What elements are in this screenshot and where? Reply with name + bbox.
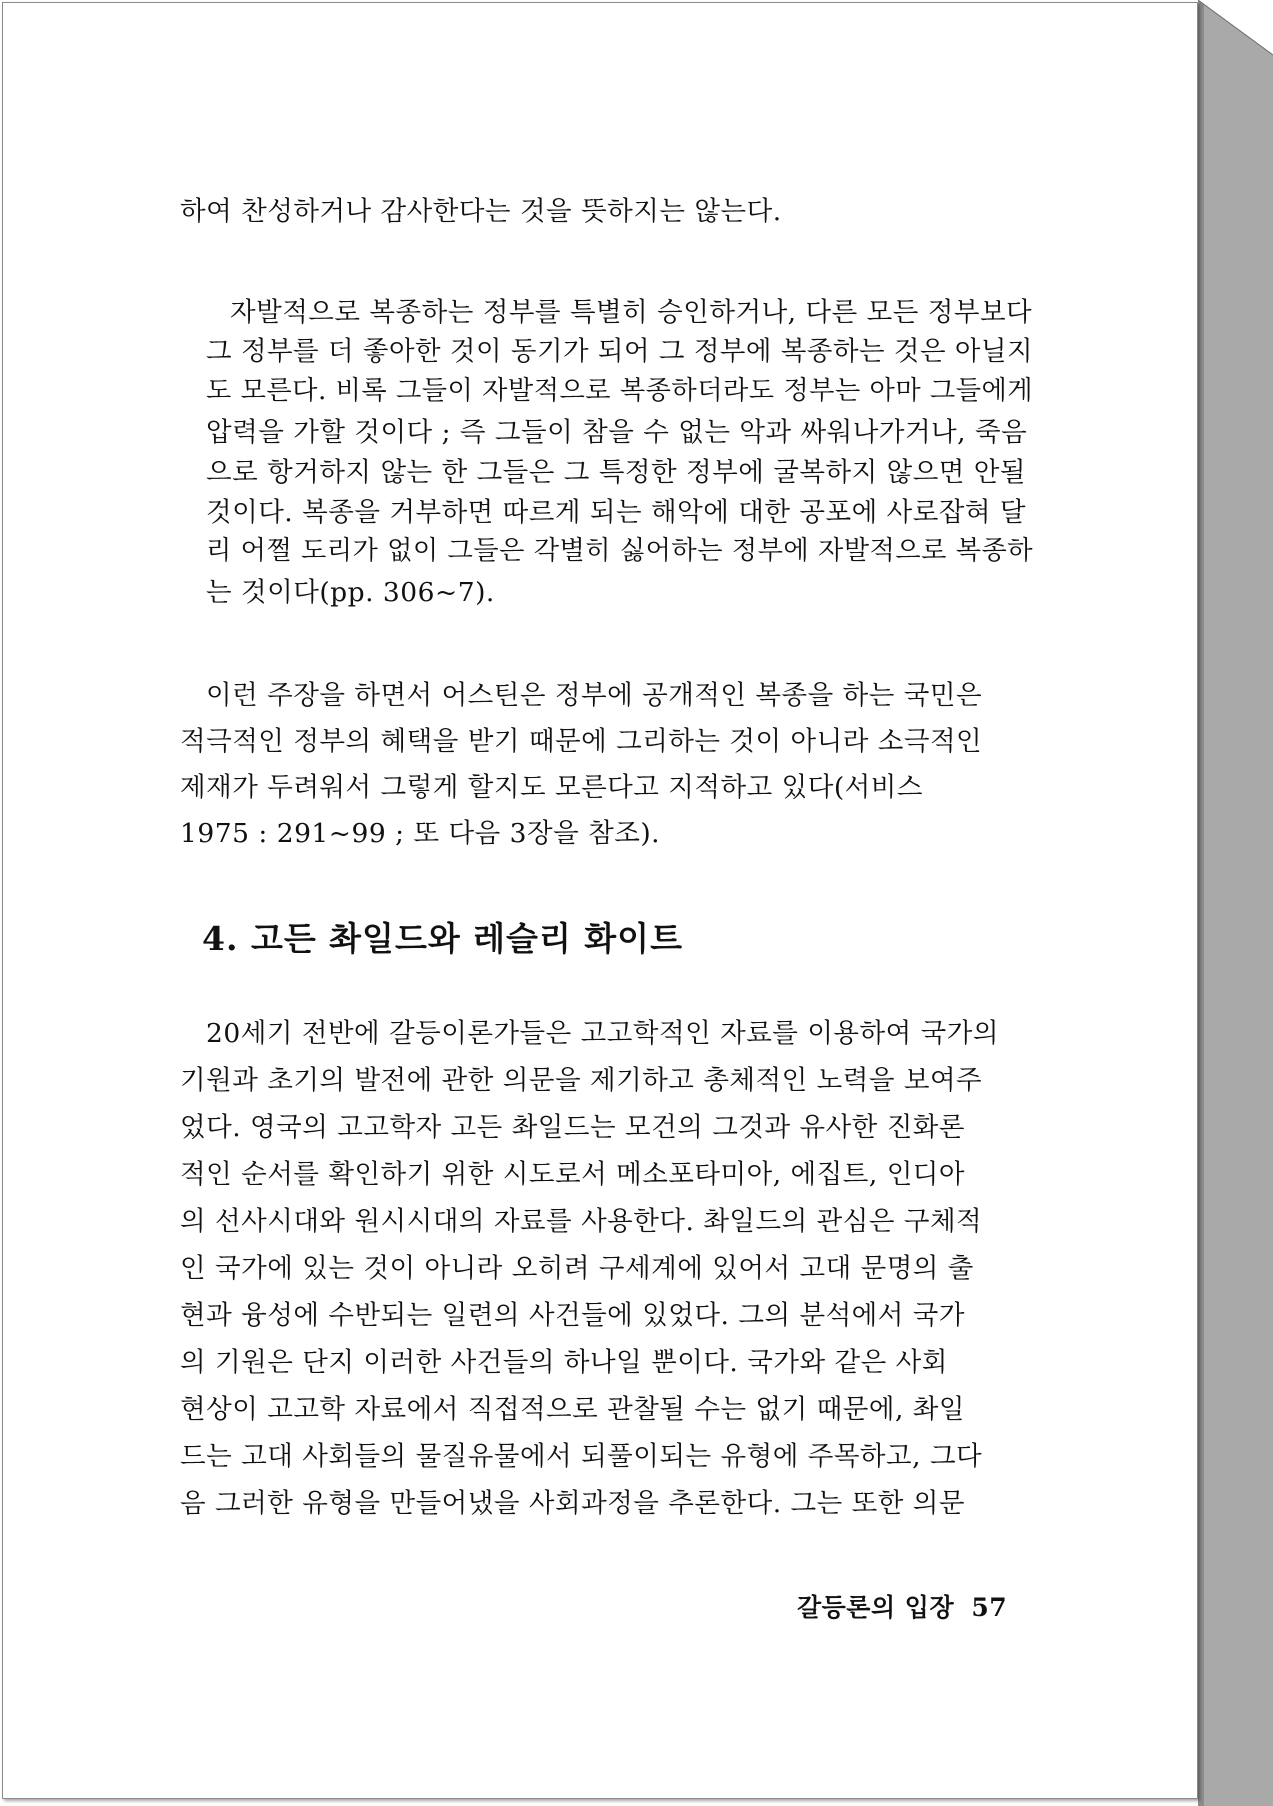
page-footer <box>797 1588 1007 1624</box>
quote-line: 자발적으로 복종하는 정부를 특별히 승인하거나, 다른 모든 정부보다 <box>230 297 1033 328</box>
paragraph-line: 적극적인 정부의 혜택을 받기 때문에 그리하는 것이 아니라 소극적인 <box>180 726 983 757</box>
paragraph-line: 이런 주장을 하면서 어스틴은 정부에 공개적인 복종을 하는 국민은 <box>206 680 983 711</box>
paragraph-line: 기원과 초기의 발전에 관한 의문을 제기하고 총체적인 노력을 보여주 <box>180 1065 983 1096</box>
paragraph-line: 현과 융성에 수반되는 일련의 사건들에 있었다. 그의 분석에서 국가 <box>180 1300 965 1331</box>
paragraph-line: 1975 : 291~99 ; 또 다음 3장을 참조). <box>180 818 661 849</box>
paragraph-line: 적인 순서를 확인하기 위한 시도로서 메소포타미아, 에집트, 인디아 <box>180 1159 965 1190</box>
paragraph-line: 드는 고대 사회들의 물질유물에서 되풀이되는 유형에 주목하고, 그다 <box>180 1441 983 1472</box>
book-spine-edge <box>1198 0 1273 1806</box>
quote-line: 그 정부를 더 좋아한 것이 동기가 되어 그 정부에 복종하는 것은 아닐지 <box>206 336 1034 367</box>
paragraph-line: 제재가 두려워서 그렇게 할지도 모른다고 지적하고 있다(서비스 <box>180 772 923 803</box>
running-title: 갈등론의 입장 <box>797 1593 955 1622</box>
document-page <box>2 2 1198 1799</box>
quote-line: 리 어쩔 도리가 없이 그들은 각별히 싫어하는 정부에 자발적으로 복종하 <box>206 536 1034 566</box>
paragraph-line: 었다. 영국의 고고학자 고든 촤일드는 모건의 그것과 유사한 진화론 <box>180 1112 965 1143</box>
page-number: 57 <box>971 1593 1008 1622</box>
intro-line: 하여 찬성하거나 감사한다는 것을 뜻하지는 않는다. <box>180 196 782 227</box>
paragraph-line: 의 기원은 단지 이러한 사건들의 하나일 뿐이다. 국가와 같은 사회 <box>180 1347 948 1378</box>
quote-line: 것이다. 복종을 거부하면 따르게 되는 해악에 대한 공포에 사로잡혀 달 <box>206 497 1027 528</box>
paragraph-line: 의 선사시대와 원시시대의 자료를 사용한다. 촤일드의 관심은 구체적 <box>180 1206 983 1237</box>
paragraph-line: 현상이 고고학 자료에서 직접적으로 관찰될 수는 없기 때문에, 촤일 <box>180 1394 965 1425</box>
quote-line: 압력을 가할 것이다 ; 즉 그들이 참을 수 없는 악과 싸워나가거나, 죽음 <box>206 417 1028 448</box>
quote-line: 는 것이다(pp. 306~7). <box>206 577 495 608</box>
paragraph-line: 20세기 전반에 갈등이론가들은 고고학적인 자료를 이용하여 국가의 <box>206 1018 999 1049</box>
quote-line: 으로 항거하지 않는 한 그들은 그 특정한 정부에 굴복하지 않으면 안될 <box>206 457 1027 488</box>
section-heading: 4. 고든 촤일드와 레슬리 화이트 <box>202 919 683 958</box>
quote-line: 도 모른다. 비록 그들이 자발적으로 복종하더라도 정부는 아마 그들에게 <box>206 376 1034 406</box>
paragraph-line: 음 그러한 유형을 만들어냈을 사회과정을 추론한다. 그는 또한 의문 <box>180 1488 965 1519</box>
paragraph-line: 인 국가에 있는 것이 아니라 오히려 구세계에 있어서 고대 문명의 출 <box>180 1253 974 1284</box>
